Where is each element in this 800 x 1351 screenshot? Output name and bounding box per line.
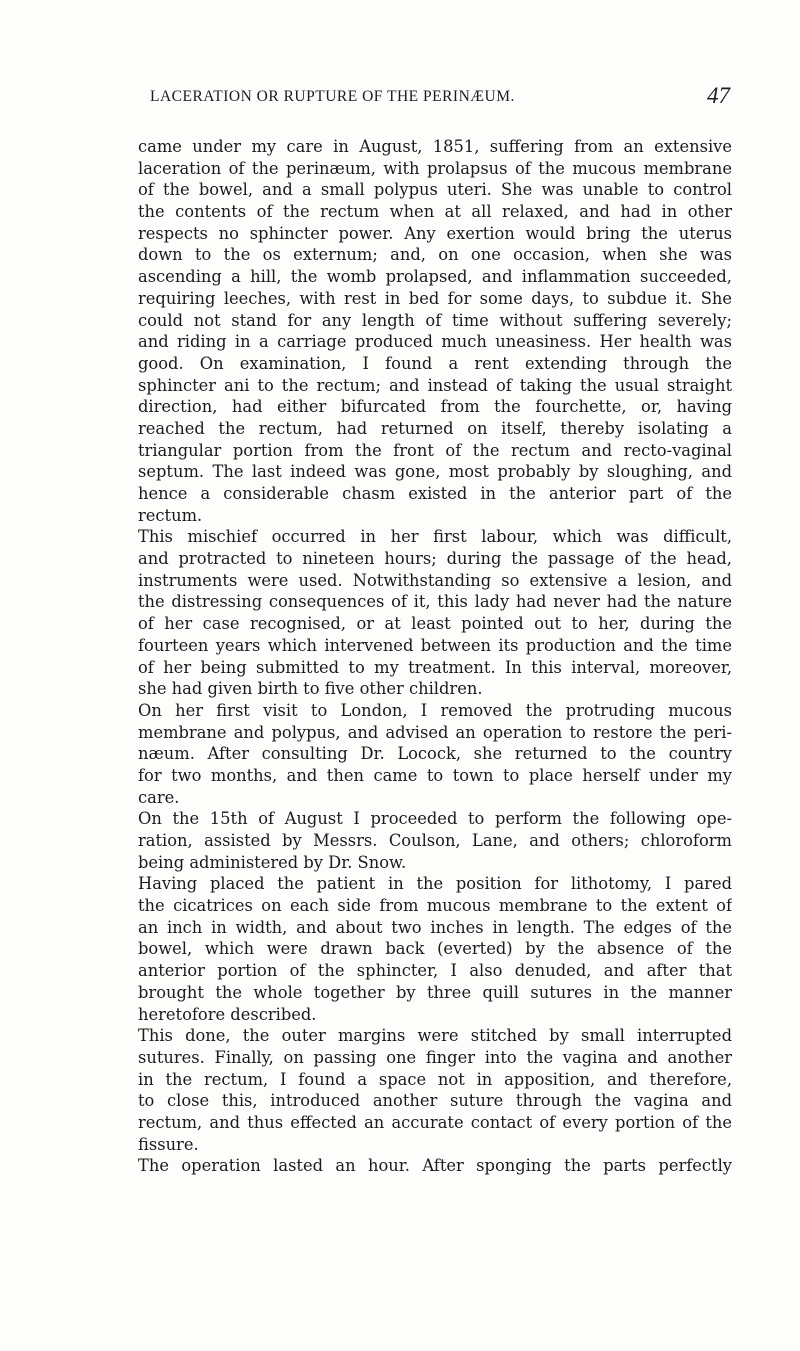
text-line: direction, had either bifurcated from the fourchette, or, having (138, 397, 732, 417)
text-line: laceration of the perinæum, with prolapsus of the mucous membrane (138, 158, 732, 178)
text-line: anterior portion of the sphincter, I also denuded, and after that (138, 961, 732, 981)
text-line: On her first visit to London, I removed the protruding mucous (138, 700, 732, 720)
text-line: This done, the outer margins were stitched by small interrupted (138, 1026, 732, 1046)
text-line: reached the rectum, had returned on itself, thereby isolating a (138, 418, 732, 438)
text-line: On the 15th of August I proceeded to perform the following ope- (138, 809, 732, 829)
text-line: of the bowel, and a small polypus uteri. She was unable to control (138, 180, 732, 200)
text-line: came under my care in August, 1851, suffering from an extensive (138, 137, 732, 156)
text-line: rectum, and thus effected an accurate contact of every portion of the (138, 1112, 732, 1132)
text-line: in the rectum, I found a space not in apposition, and therefore, (138, 1069, 732, 1089)
text-line: of her case recognised, or at least pointed out to her, during the (138, 614, 732, 634)
text-line: of her being submitted to my treatment. In this interval, moreover, (138, 657, 732, 677)
text-line: the contents of the rectum when at all relaxed, and had in other (138, 202, 732, 222)
text-line: instruments were used. Notwithstanding so extensive a lesion, and (138, 570, 732, 590)
text-line: fourteen years which intervened between its production and the time (138, 635, 732, 655)
running-head: LACERATION OR RUPTURE OF THE PERINÆUM. (150, 88, 515, 105)
text-line: This mischief occurred in her first labour, which was difficult, (138, 527, 732, 547)
text-line: triangular portion from the front of the rectum and recto-vaginal (138, 440, 732, 460)
text-line: down to the os externum; and, on one occasion, when she was (138, 245, 732, 265)
text-line: Having placed the patient in the position for lithotomy, I pared (138, 874, 732, 894)
text-line: good. On examination, I found a rent extending through the (138, 353, 732, 373)
text-line: requiring leeches, with rest in bed for some days, to subdue it. She (138, 288, 732, 308)
text-line: rectum. (138, 505, 203, 525)
text-line: ascending a hill, the womb prolapsed, and inflammation succeeded, (138, 267, 732, 287)
text-line: being administered by Dr. Snow. (138, 852, 407, 872)
text-line: she had given birth to five other children. (138, 679, 483, 699)
page-header (150, 83, 730, 112)
text-line: heretofore described. (138, 1004, 317, 1024)
text-line: respects no sphincter power. Any exertion would bring the uterus (138, 223, 732, 243)
text-line: the distressing consequences of it, this lady had never had the nature (138, 592, 732, 612)
text-line: an inch in width, and about two inches in length. The edges of the (138, 917, 732, 937)
text-line: septum. The last indeed was gone, most probably by sloughing, and (138, 462, 732, 482)
text-line: sphincter ani to the rectum; and instead of taking the usual straight (138, 375, 732, 395)
body-text (138, 136, 732, 1177)
text-line: care. (138, 787, 180, 807)
page-number: 47 (707, 83, 730, 108)
text-line: hence a considerable chasm existed in the anterior part of the (138, 484, 732, 503)
text-line: to close this, introduced another suture through the vagina and (138, 1091, 732, 1111)
text-line: The operation lasted an hour. After sponging the parts perfectly (138, 1156, 732, 1176)
text-line: bowel, which were drawn back (everted) by the absence of the (138, 939, 732, 959)
text-line: fissure. (138, 1134, 199, 1154)
text-line: membrane and polypus, and advised an operation to restore the peri- (138, 722, 732, 742)
text-line: the cicatrices on each side from mucous membrane to the extent of (138, 896, 732, 916)
text-line: brought the whole together by three quill sutures in the manner (138, 982, 732, 1002)
text-line: and riding in a carriage produced much uneasiness. Her health was (138, 332, 732, 352)
text-line: næum. After consulting Dr. Locock, she returned to the country (138, 744, 732, 764)
text-line: and protracted to nineteen hours; during the passage of the head, (138, 549, 732, 569)
text-line: for two months, and then came to town to place herself under my (138, 765, 732, 785)
text-line: sutures. Finally, on passing one finger into the vagina and another (138, 1047, 732, 1067)
text-line: could not stand for any length of time without suffering severely; (138, 310, 732, 330)
text-line: ration, assisted by Messrs. Coulson, Lane, and others; chloroform (138, 831, 732, 850)
